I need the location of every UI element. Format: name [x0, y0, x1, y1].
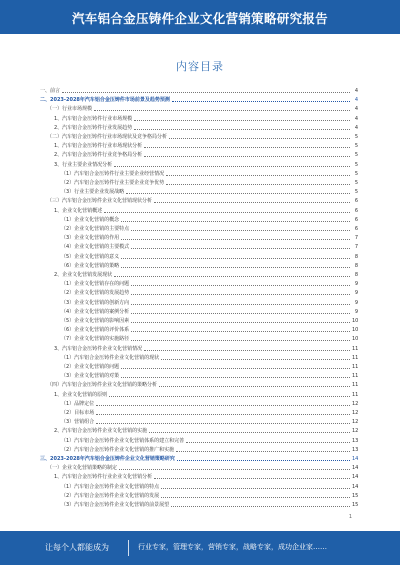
toc-entry-label: （1）品牌定位	[61, 400, 95, 407]
toc-entry-page: 14	[352, 474, 359, 481]
toc-entry[interactable]	[40, 362, 358, 370]
toc-entry-page: 7	[354, 244, 358, 251]
toc-entry[interactable]	[40, 316, 358, 324]
toc-entry-label: （7）企业文化营销的实施路径	[61, 336, 130, 343]
toc-entry-page: 12	[352, 428, 359, 435]
toc-leader-dots	[154, 202, 350, 203]
toc-leader-dots	[121, 221, 350, 222]
toc-entry[interactable]	[40, 279, 358, 287]
toc-entry[interactable]	[40, 288, 358, 296]
toc-entry[interactable]	[40, 344, 358, 352]
toc-entry[interactable]	[40, 463, 358, 471]
toc-entry-label: 二、2023-2028年汽车铝合金压铸件市场前景及趋势预测	[40, 97, 170, 104]
toc-entry-label: 一、前言	[40, 88, 61, 94]
toc-entry[interactable]	[40, 298, 358, 306]
toc-leader-dots	[159, 386, 350, 387]
toc-entry[interactable]	[40, 270, 358, 278]
toc-entry-label: （一）企业文化营销策略的制定	[47, 465, 118, 472]
toc-entry-page: 4	[354, 106, 358, 113]
toc-entry-label: 三、2023-2028年汽车铝合金压铸件企业文化营销策略研究	[40, 456, 175, 462]
toc-leader-dots	[119, 469, 350, 470]
toc-leader-dots	[177, 460, 350, 461]
toc-leader-dots	[149, 432, 350, 433]
toc-entry[interactable]	[40, 86, 358, 94]
toc-entry[interactable]	[40, 233, 358, 241]
toc-entry-page: 5	[354, 161, 358, 168]
toc-entry-label: （1）企业文化营销的概念	[61, 216, 120, 223]
toc-leader-dots	[154, 478, 350, 479]
toc-leader-dots	[131, 322, 350, 323]
toc-entry-page: 11	[352, 364, 359, 370]
toc-entry-page: 15	[352, 502, 359, 508]
toc-leader-dots	[131, 285, 350, 286]
toc-leader-dots	[121, 377, 350, 378]
toc-entry[interactable]	[40, 215, 358, 223]
toc-entry[interactable]	[40, 417, 358, 425]
toc-leader-dots	[176, 451, 350, 452]
footer-slogan: 让每个人都能成为	[45, 543, 109, 552]
toc-entry[interactable]	[40, 334, 358, 342]
toc-leader-dots	[131, 304, 350, 305]
toc-entry-page: 12	[352, 400, 359, 407]
toc-entry-page: 11	[352, 391, 359, 398]
toc-entry-label: 2、企业文化营销发展现状	[54, 272, 113, 278]
toc-entry[interactable]	[40, 500, 358, 508]
toc-entry-label: 2、汽车铝合金压铸件企业文化营销的实施	[54, 428, 148, 435]
toc-entry[interactable]	[40, 169, 358, 177]
toc-leader-dots	[96, 423, 350, 424]
toc-entry-label: （6）企业文化营销的评价体系	[61, 327, 130, 334]
toc-entry-label: 1、企业文化营销概述	[54, 207, 103, 214]
toc-entry[interactable]	[40, 454, 358, 462]
toc-entry[interactable]	[40, 491, 358, 499]
toc-leader-dots	[131, 248, 350, 249]
toc-entry-page: 6	[354, 207, 358, 214]
toc-entry[interactable]	[40, 242, 358, 250]
toc-entry-page: 10	[352, 336, 359, 343]
toc-entry-page: 10	[352, 318, 359, 324]
toc-entry-page: 13	[352, 437, 359, 444]
toc-leader-dots	[166, 184, 350, 185]
toc-entry-page: 8	[354, 253, 358, 260]
toc-entry-label: （3）企业文化营销的作用	[61, 235, 120, 242]
toc-entry-label: 1、汽车铝合金压铸件行业市场规模	[54, 115, 133, 122]
toc-entry-label: （5）企业文化营销的影响因素	[61, 318, 130, 324]
toc-entry-label: 2、汽车铝合金压铸件行业竞争格局分析	[54, 152, 143, 159]
toc-entry-page: 14	[352, 465, 359, 472]
toc-entry[interactable]	[40, 160, 358, 168]
toc-entry-label: （3）汽车铝合金压铸件企业文化营销的前景展望	[61, 502, 170, 508]
toc-entry-label: （2）企业文化营销的主要特点	[61, 226, 130, 232]
toc-heading: 内容目录	[176, 60, 224, 73]
toc-leader-dots	[62, 92, 350, 93]
toc-entry-page: 4	[354, 97, 358, 104]
toc-entry-label: 1、汽车铝合金压铸件行业市场现状分析	[54, 143, 143, 150]
footer-divider	[128, 540, 129, 556]
toc-entry-label: 1、汽车铝合金压铸件行业企业文化营销分析	[54, 474, 153, 481]
toc-entry-page: 11	[352, 382, 359, 389]
toc-leader-dots	[121, 239, 350, 240]
toc-entry-label: （2）企业文化营销的发展趋势	[61, 290, 130, 297]
toc-entry-page: 9	[354, 281, 358, 288]
toc-leader-dots	[109, 396, 350, 397]
toc-entry-page: 13	[352, 446, 359, 453]
toc-entry-label: 3、行业主要企业情况分析	[54, 161, 113, 168]
toc-entry-label: （1）汽车铝合金压铸件企业文化营销的现状	[61, 354, 160, 361]
toc-entry[interactable]	[40, 353, 358, 361]
toc-entry-page: 5	[354, 170, 358, 177]
toc-leader-dots	[131, 340, 350, 341]
toc-leader-dots	[172, 101, 350, 102]
toc-entry-page: 9	[354, 290, 358, 297]
toc-leader-dots	[144, 156, 350, 157]
report-title: 汽车铝合金压铸件企业文化营销策略研究报告	[71, 11, 328, 26]
toc-leader-dots	[104, 212, 350, 213]
toc-entry-page: 12	[352, 410, 359, 416]
toc-leader-dots	[131, 294, 350, 295]
toc-entry-page: 12	[352, 419, 359, 426]
toc-entry-label: （1）企业文化营销存在的问题	[61, 281, 130, 288]
toc-entry-page: 4	[354, 124, 358, 131]
toc-entry[interactable]	[40, 132, 358, 140]
toc-entry-page: 8	[354, 272, 358, 278]
toc-entry[interactable]	[40, 150, 358, 158]
toc-leader-dots	[131, 230, 350, 231]
toc-entry-page: 4	[354, 88, 358, 94]
toc-leader-dots	[161, 359, 350, 360]
toc-entry-label: 3、汽车铝合金压铸件企业文化营销情况	[54, 345, 143, 352]
page-number: 1	[348, 514, 352, 520]
toc-leader-dots	[131, 331, 350, 332]
toc-entry[interactable]	[40, 307, 358, 315]
toc-entry-page: 8	[354, 262, 358, 269]
toc-entry-label: （2）汽车铝合金压铸件企业文化营销的发展	[61, 492, 160, 499]
toc-entry[interactable]	[40, 95, 358, 103]
toc-entry-label: （6）企业文化营销的策略	[61, 262, 120, 269]
toc-leader-dots	[134, 129, 350, 130]
toc-entry[interactable]	[40, 408, 358, 416]
toc-entry[interactable]	[40, 445, 358, 453]
toc-entry[interactable]	[40, 390, 358, 398]
toc-entry[interactable]	[40, 114, 358, 122]
header-banner	[0, 0, 400, 34]
toc-entry-label: （4）企业文化营销的主要模式	[61, 244, 130, 251]
toc-leader-dots	[134, 120, 350, 121]
footer-tagline: 行业专家，管理专家，营销专家，战略专家，成功企业家……	[138, 543, 327, 551]
toc-entry-page: 14	[352, 483, 359, 490]
toc-entry-page: 5	[354, 189, 358, 196]
toc-entry[interactable]	[40, 380, 358, 388]
toc-entry-label: （二）汽车铝合金压铸件行业市场现状及竞争格局分析	[47, 134, 168, 140]
toc-entry-label: （3）行业主要企业发展战略	[61, 189, 125, 196]
toc-entry-label: （3）企业文化营销的创新方向	[61, 299, 130, 306]
toc-leader-dots	[114, 276, 350, 277]
toc-entry-label: （2）汽车铝合金压铸件行业主要企业竞争优势	[61, 180, 165, 186]
toc-leader-dots	[166, 175, 350, 176]
toc-entry-page: 11	[352, 354, 359, 361]
toc-entry-label: （2）企业文化营销的问题	[61, 364, 120, 370]
toc-entry[interactable]	[40, 104, 358, 112]
toc-entry-page: 5	[354, 152, 358, 159]
toc-leader-dots	[169, 138, 350, 139]
toc-entry[interactable]	[40, 399, 358, 407]
toc-entry[interactable]	[40, 261, 358, 269]
toc-entry[interactable]	[40, 178, 358, 186]
toc-leader-dots	[121, 368, 350, 369]
toc-leader-dots	[144, 147, 350, 148]
toc-entry[interactable]	[40, 224, 358, 232]
toc-entry-page: 6	[354, 226, 358, 232]
toc-entry[interactable]	[40, 371, 358, 379]
toc-entry[interactable]	[40, 426, 358, 434]
toc-entry-page: 6	[354, 198, 358, 205]
toc-entry[interactable]	[40, 472, 358, 480]
toc-entry-page: 9	[354, 308, 358, 315]
toc-entry-page: 7	[354, 235, 358, 242]
toc-entry[interactable]	[40, 206, 358, 214]
table-of-contents	[40, 86, 358, 511]
toc-entry-label: （5）企业文化营销的意义	[61, 253, 120, 260]
toc-leader-dots	[96, 414, 350, 415]
toc-entry-page: 6	[354, 216, 358, 223]
toc-leader-dots	[161, 488, 350, 489]
toc-entry-page: 5	[354, 134, 358, 140]
toc-entry-label: （2）目标市场	[61, 410, 95, 416]
toc-leader-dots	[121, 267, 350, 268]
footer-banner	[0, 531, 400, 565]
toc-entry-label: （1）汽车铝合金压铸件企业文化营销的特点	[61, 483, 160, 490]
toc-entry-page: 5	[354, 180, 358, 186]
toc-entry[interactable]	[40, 482, 358, 490]
toc-leader-dots	[114, 166, 350, 167]
toc-leader-dots	[96, 405, 350, 406]
toc-entry-label: 1、企业文化营销的原则	[54, 391, 108, 398]
toc-entry[interactable]	[40, 436, 358, 444]
toc-entry-label: （1）汽车铝合金压铸件企业文化营销体系的建立和完善	[61, 437, 185, 444]
toc-entry-page: 11	[352, 373, 359, 380]
toc-entry-page: 15	[352, 492, 359, 499]
toc-entry[interactable]	[40, 187, 358, 195]
toc-entry-label: （3）企业文化营销的对策	[61, 373, 120, 380]
toc-leader-dots	[144, 350, 350, 351]
toc-entry-label: （4）企业文化营销的案例分析	[61, 308, 130, 315]
toc-entry-page: 9	[354, 299, 358, 306]
toc-leader-dots	[126, 193, 350, 194]
toc-entry-label: （2）汽车铝合金压铸件企业文化营销的推广和实施	[61, 446, 175, 453]
toc-entry[interactable]	[40, 252, 358, 260]
toc-entry-page: 10	[352, 327, 359, 334]
toc-entry-label: （1）汽车铝合金压铸件行业主要企业经营情况	[61, 170, 165, 177]
toc-entry-label: 2、汽车铝合金压铸件行业发展趋势	[54, 124, 133, 131]
toc-entry-page: 11	[352, 345, 359, 352]
toc-entry-page: 14	[352, 456, 359, 462]
toc-entry[interactable]	[40, 196, 358, 204]
toc-entry-label: （四）汽车铝合金压铸件企业文化营销的策略分析	[47, 382, 158, 389]
toc-entry[interactable]	[40, 123, 358, 131]
toc-entry-page: 5	[354, 143, 358, 150]
toc-entry-page: 4	[354, 115, 358, 122]
toc-leader-dots	[121, 258, 350, 259]
toc-entry-label: （三）汽车铝合金压铸件企业文化营销现状分析	[47, 198, 153, 205]
toc-entry-label: （3）营销组合	[61, 419, 95, 426]
toc-leader-dots	[94, 110, 350, 111]
toc-leader-dots	[171, 506, 350, 507]
toc-leader-dots	[161, 497, 350, 498]
toc-leader-dots	[131, 313, 350, 314]
toc-leader-dots	[186, 442, 350, 443]
toc-entry[interactable]	[40, 325, 358, 333]
toc-entry-label: （一）行业市场规模	[47, 106, 93, 113]
toc-entry[interactable]	[40, 141, 358, 149]
